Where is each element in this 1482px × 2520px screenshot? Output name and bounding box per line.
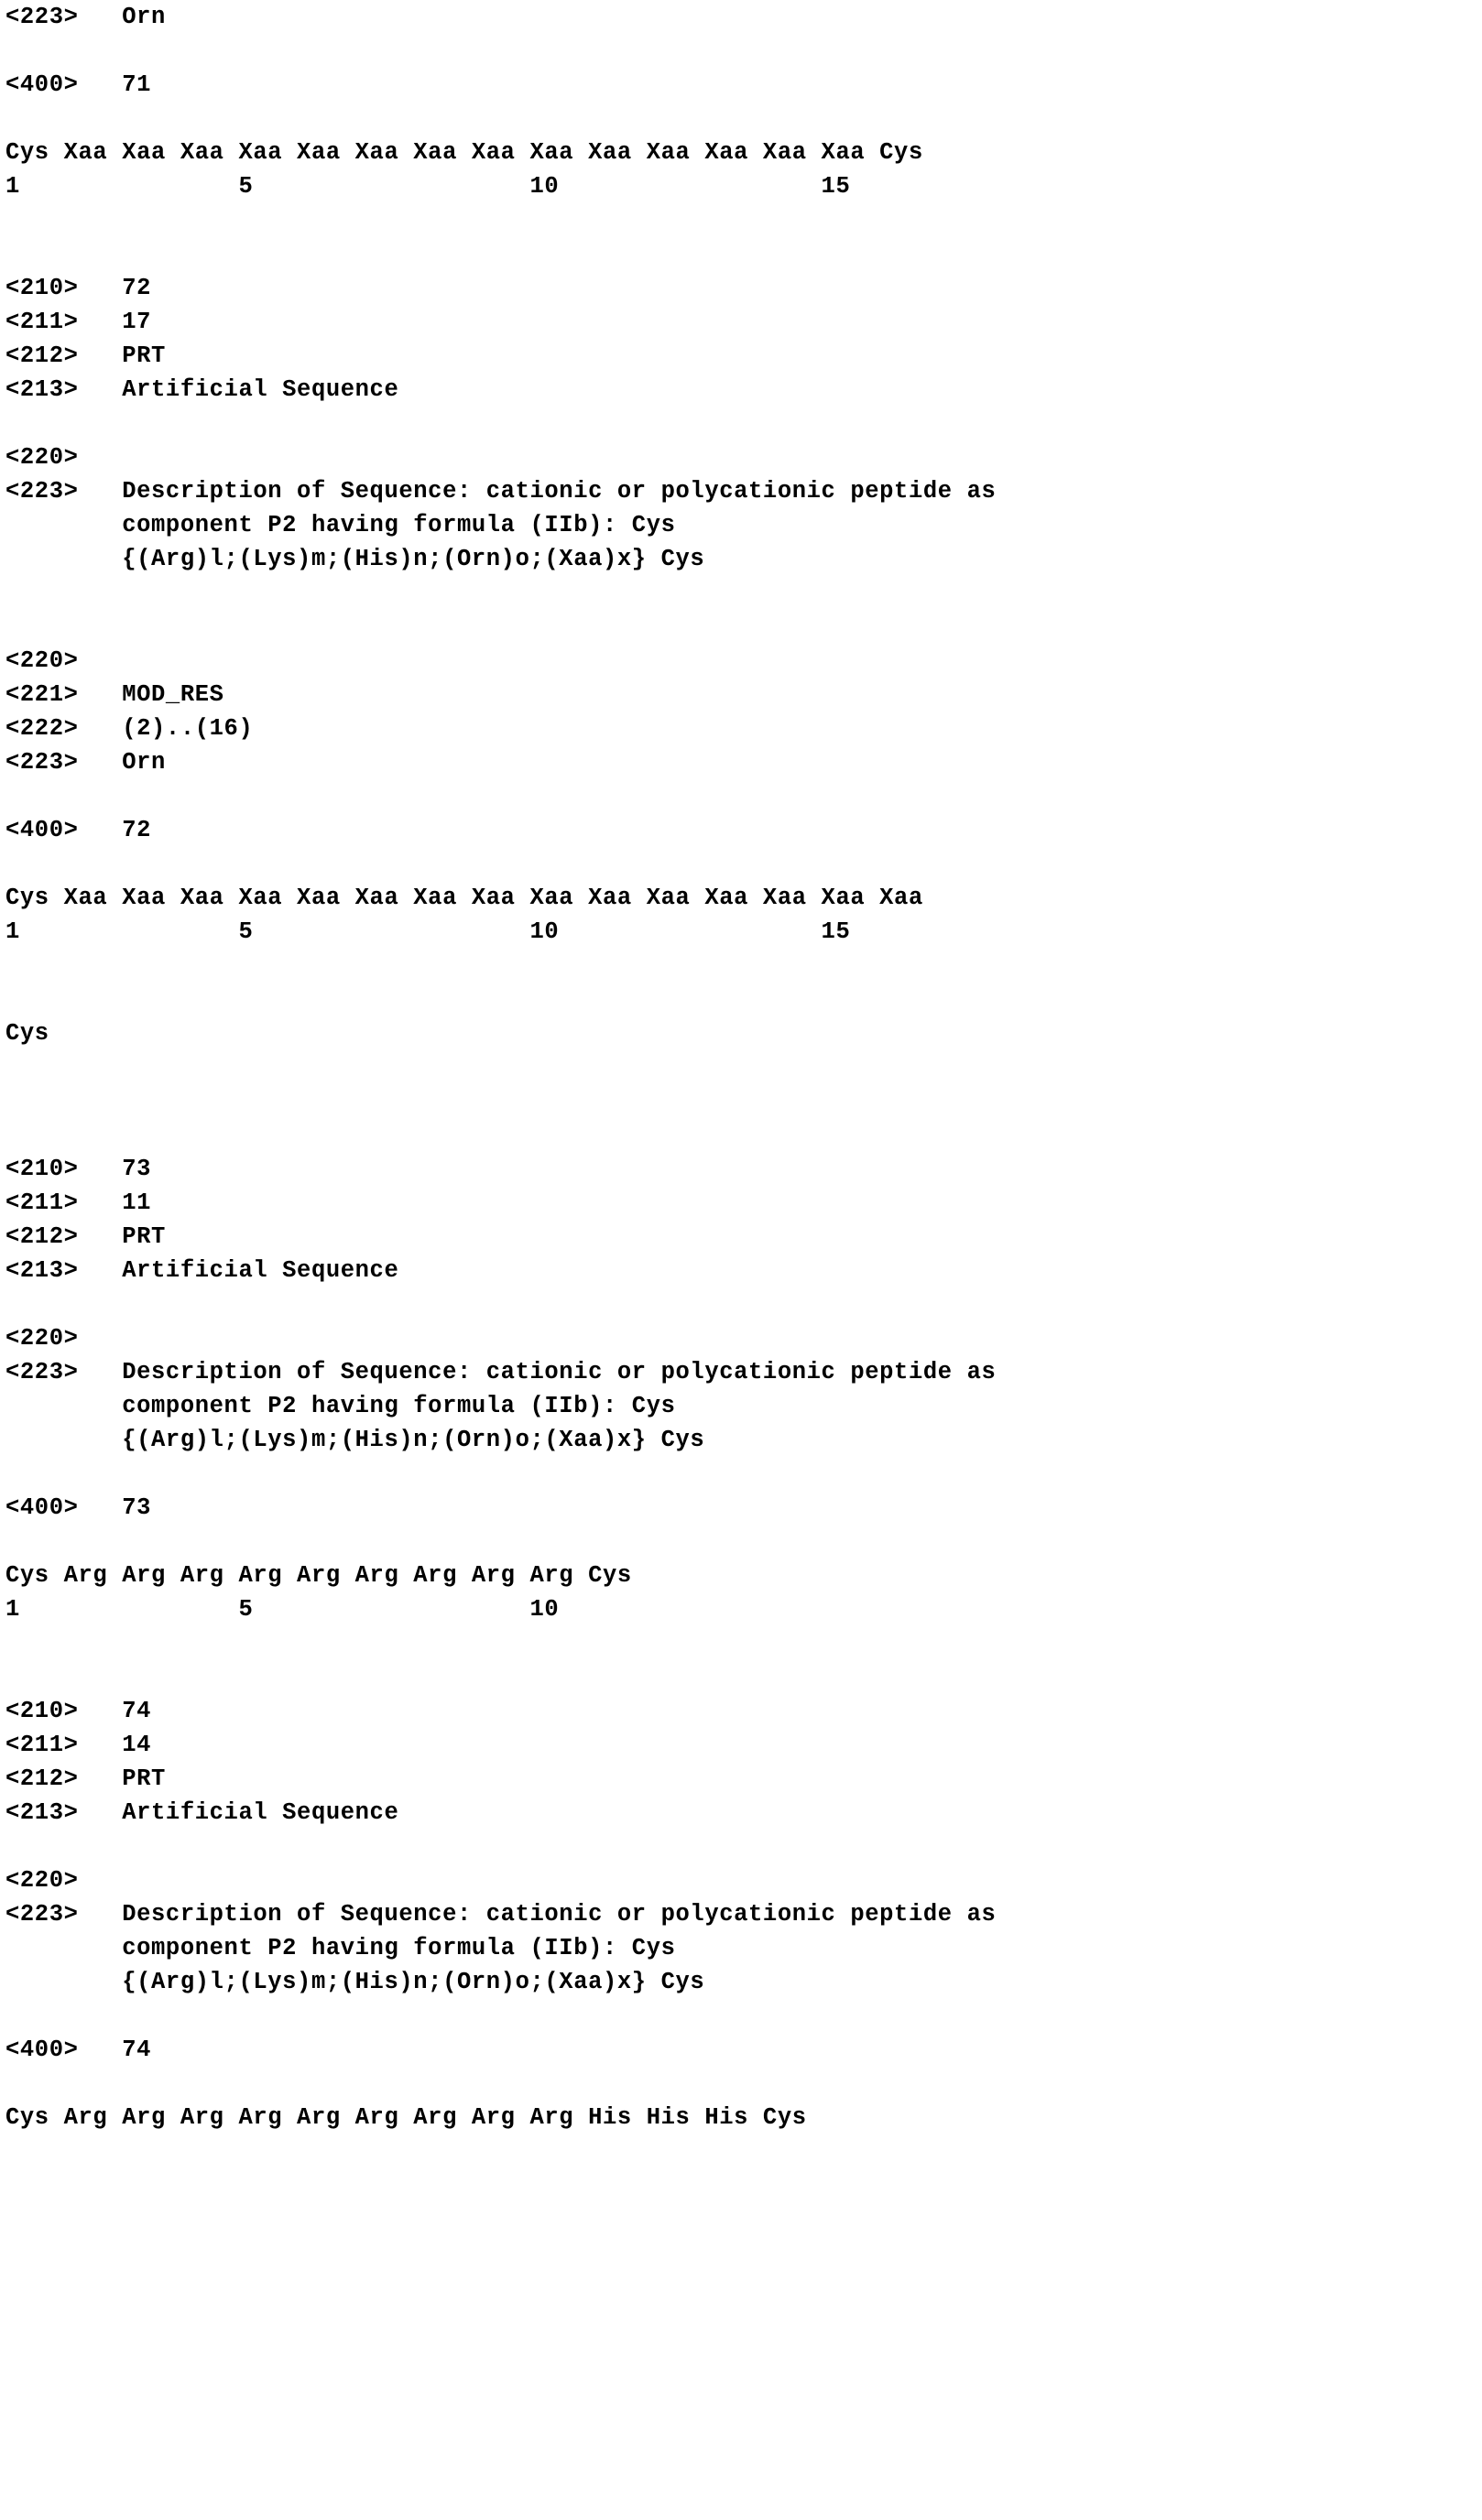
text-line: {(Arg)l;(Lys)m;(His)n;(Orn)o;(Xaa)x} Cys <box>5 1427 705 1453</box>
text-line: <211> 11 <box>5 1189 152 1216</box>
text-line: <210> 73 <box>5 1156 152 1182</box>
text-line: <221> MOD_RES <box>5 681 224 708</box>
blank-line <box>5 1084 1445 1118</box>
text-line: <223> Description of Sequence: cationic or polycationic peptide as <box>5 1359 997 1385</box>
blank-line <box>5 237 1445 271</box>
text-line: Cys Xaa Xaa Xaa Xaa Xaa Xaa Xaa Xaa Xaa Xaa Xaa Xaa Xaa Xaa Cys <box>5 139 923 166</box>
blank-line <box>5 1457 1445 1491</box>
text-line: <223> Orn <box>5 4 166 30</box>
text-line: 1 5 10 <box>5 1596 560 1623</box>
text-line: <211> 17 <box>5 309 152 335</box>
blank-line <box>5 847 1445 881</box>
text-line: <400> 73 <box>5 1494 152 1521</box>
text-line: Cys Arg Arg Arg Arg Arg Arg Arg Arg Arg Cys <box>5 1562 632 1589</box>
text-line: <212> PRT <box>5 1765 166 1792</box>
blank-line <box>5 949 1445 983</box>
text-line: <210> 72 <box>5 275 152 301</box>
blank-line <box>5 102 1445 136</box>
text-line: <220> <box>5 647 79 674</box>
blank-line <box>5 779 1445 813</box>
blank-line <box>5 34 1445 68</box>
blank-line <box>5 203 1445 237</box>
text-line: <400> 74 <box>5 2037 152 2063</box>
blank-line <box>5 1999 1445 2033</box>
blank-line <box>5 2067 1445 2101</box>
blank-line <box>5 1050 1445 1084</box>
text-line: 1 5 10 15 <box>5 918 851 945</box>
blank-line <box>5 610 1445 644</box>
text-line: {(Arg)l;(Lys)m;(His)n;(Orn)o;(Xaa)x} Cys <box>5 1969 705 1995</box>
text-line: <222> (2)..(16) <box>5 715 254 742</box>
text-line: <212> PRT <box>5 1223 166 1250</box>
text-line: <212> PRT <box>5 342 166 369</box>
blank-line <box>5 1626 1445 1660</box>
text-line: <223> Description of Sequence: cationic or polycationic peptide as <box>5 478 997 505</box>
blank-line <box>5 407 1445 440</box>
text-line: <213> Artificial Sequence <box>5 1257 399 1284</box>
blank-line <box>5 1525 1445 1559</box>
blank-line <box>5 576 1445 610</box>
text-line: component P2 having formula (IIb): Cys <box>5 1393 676 1419</box>
text-line: component P2 having formula (IIb): Cys <box>5 512 676 538</box>
text-line: <210> 74 <box>5 1698 152 1724</box>
text-line: <223> Orn <box>5 749 166 776</box>
text-line: <400> 72 <box>5 817 152 843</box>
text-line: <400> 71 <box>5 71 152 98</box>
text-line: Cys Xaa Xaa Xaa Xaa Xaa Xaa Xaa Xaa Xaa Xaa Xaa Xaa Xaa Xaa Xaa <box>5 885 923 911</box>
text-line: <220> <box>5 1325 79 1352</box>
blank-line <box>5 1118 1445 1152</box>
text-line: <211> 14 <box>5 1732 152 1758</box>
blank-line <box>5 1830 1445 1863</box>
text-line: {(Arg)l;(Lys)m;(His)n;(Orn)o;(Xaa)x} Cys <box>5 546 705 572</box>
text-line: component P2 having formula (IIb): Cys <box>5 1935 676 1961</box>
text-line: 1 5 10 15 <box>5 173 851 200</box>
text-line: Cys <box>5 1020 49 1047</box>
text-line: <220> <box>5 444 79 471</box>
blank-line <box>5 983 1445 1016</box>
text-line: <213> Artificial Sequence <box>5 376 399 403</box>
blank-line <box>5 1660 1445 1694</box>
text-line: <223> Description of Sequence: cationic or polycationic peptide as <box>5 1901 997 1928</box>
text-line: Cys Arg Arg Arg Arg Arg Arg Arg Arg Arg His His His Cys <box>5 2104 807 2131</box>
blank-line <box>5 1287 1445 1321</box>
text-line: <220> <box>5 1867 79 1894</box>
text-line: <213> Artificial Sequence <box>5 1799 399 1826</box>
